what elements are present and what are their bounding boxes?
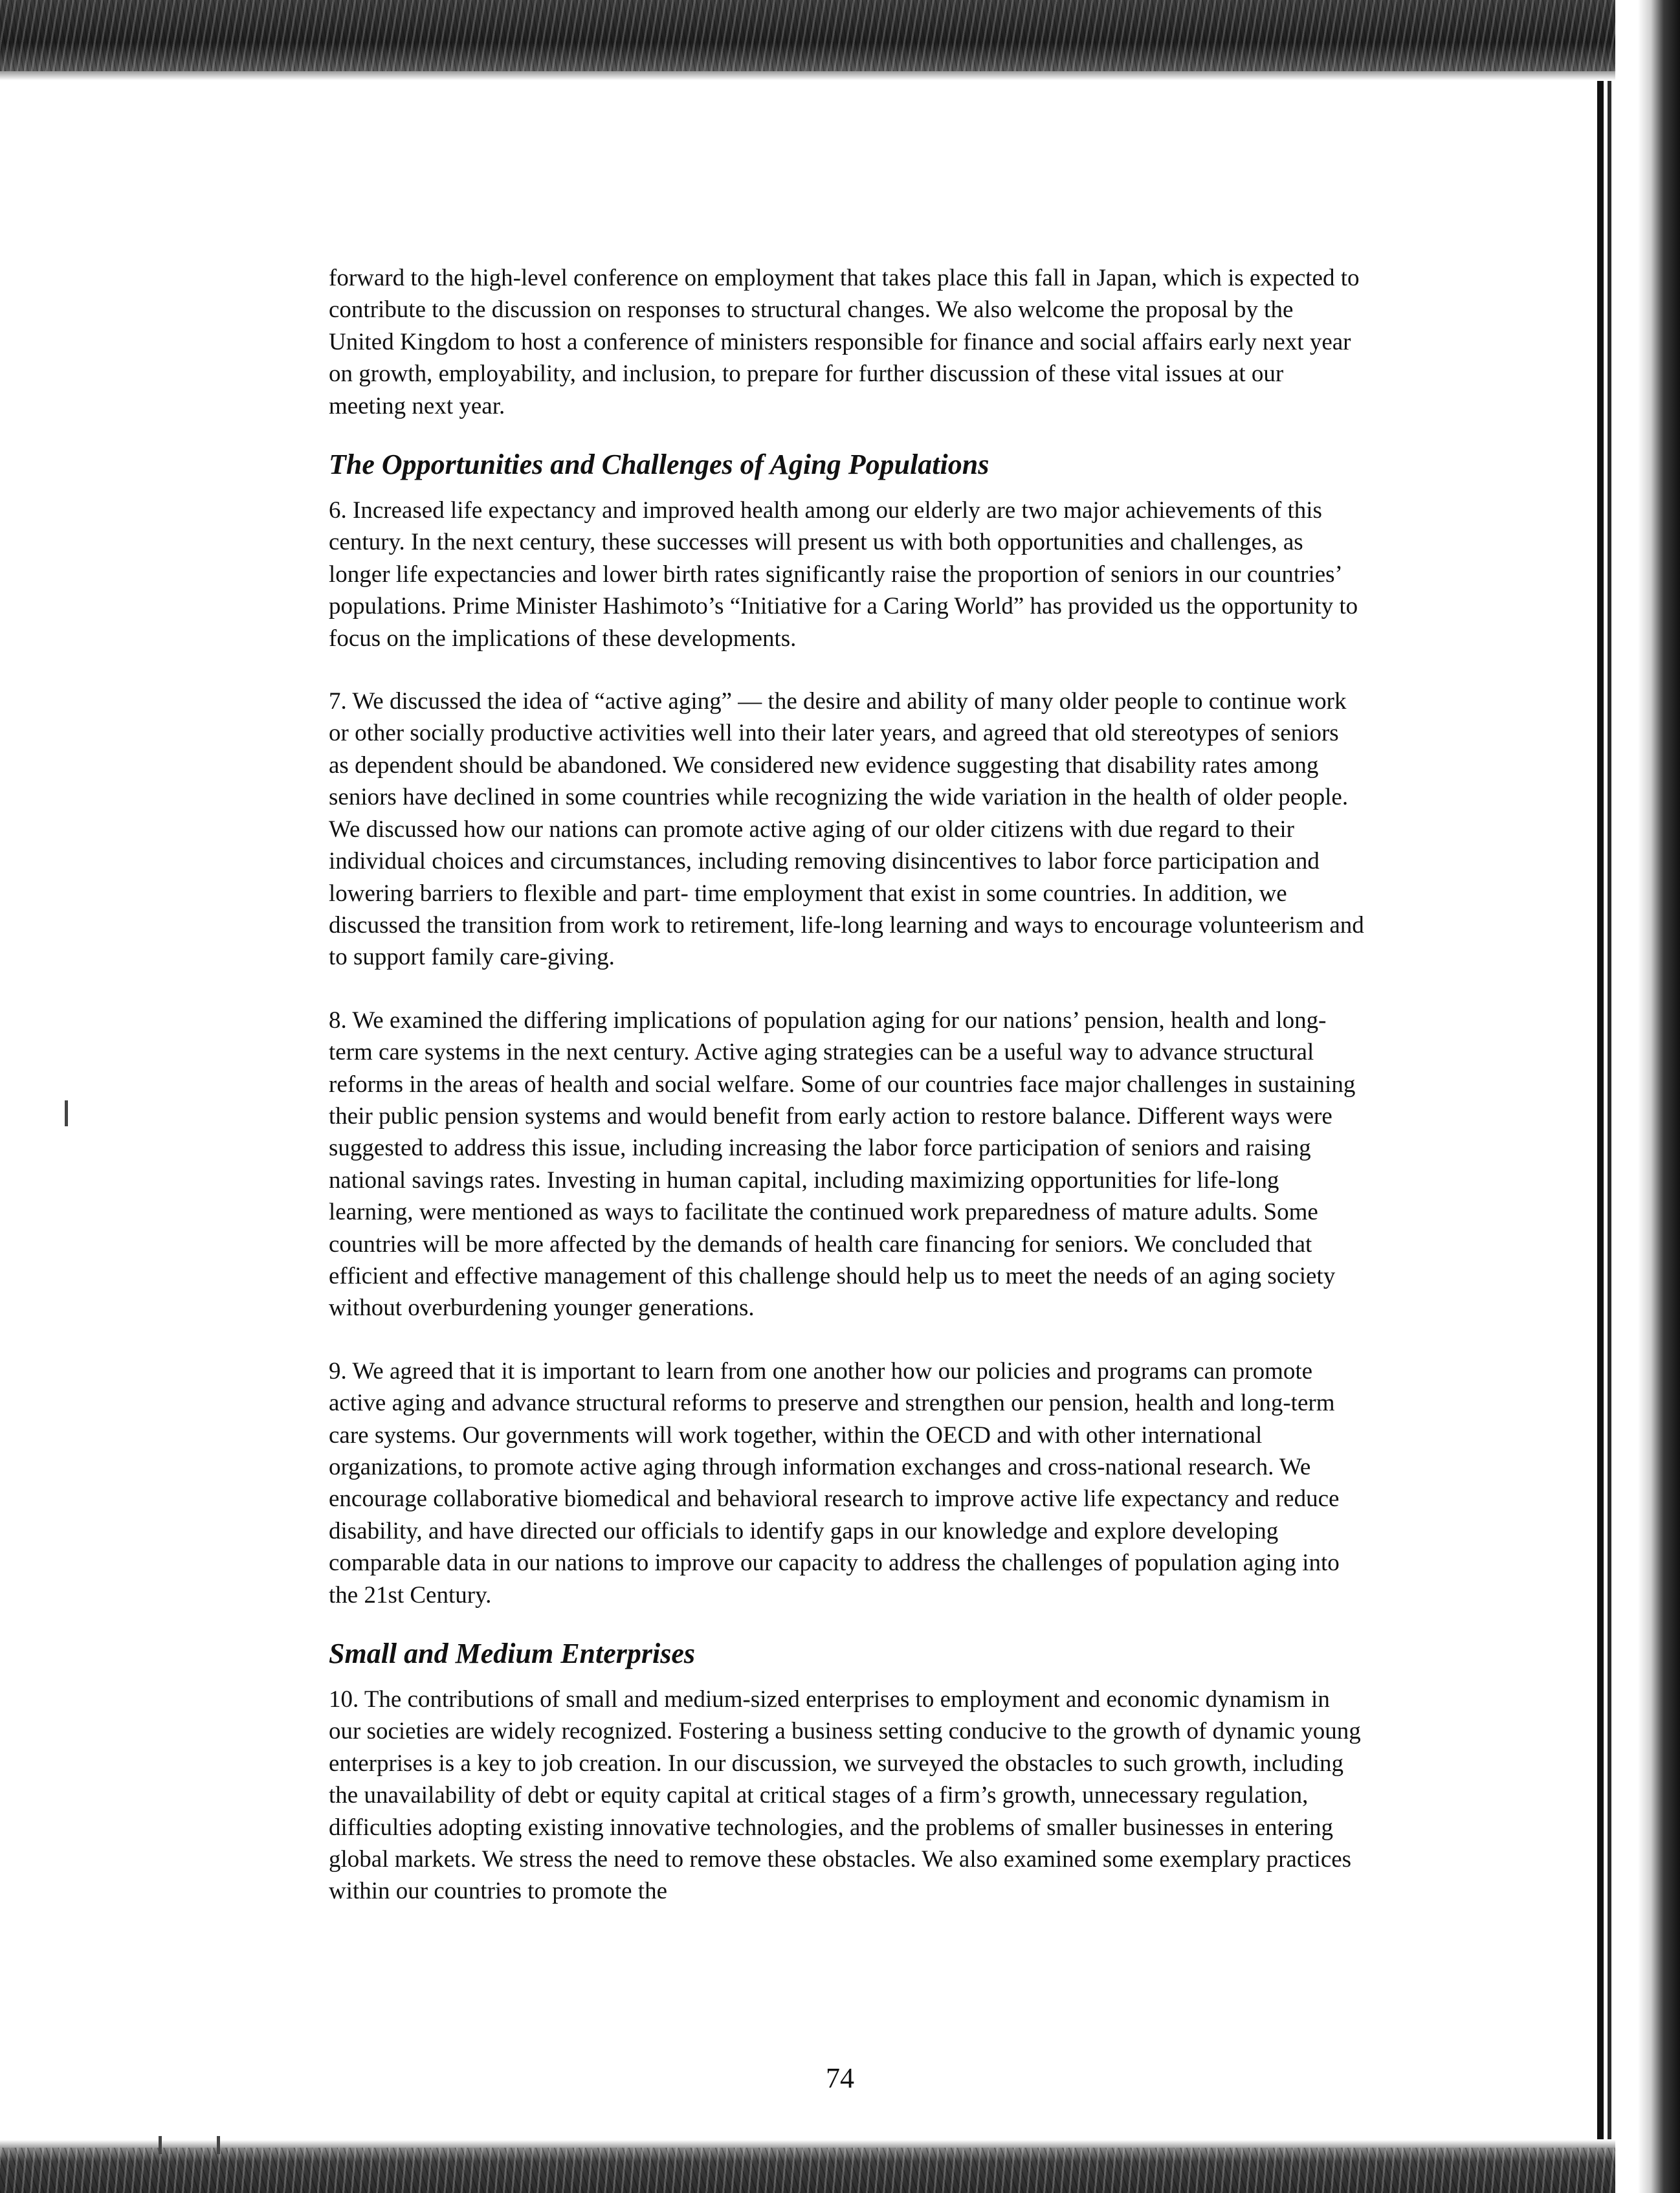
scan-speck — [217, 2136, 220, 2154]
section-heading-aging: The Opportunities and Challenges of Aging Populations — [329, 449, 989, 481]
binding-line — [1608, 81, 1611, 2139]
scan-border-top-fade — [0, 71, 1680, 80]
binding-line — [1597, 81, 1604, 2139]
scan-border-right — [1615, 0, 1680, 2193]
scan-speck — [159, 2136, 162, 2154]
document-body — [329, 262, 1364, 1908]
paragraph-7: 7. We discussed the idea of “active aging” — the desire and ability of many older people to continue work or other socially productive activities well into their later years, and agreed that old stereotypes of seniors as dependent should be abandoned. We considered new evidence suggesting that disability rates among seniors have declined in some countries while recognizing the wide variation in the health of older people. We discussed how our nations can promote active aging of our older citizens with due regard to their individual choices and circumstances, including removing disincentives to labor force participation and lowering barriers to flexible and part- time employment that exist in some countries. In addition, we discussed the transition from work to retirement, life-long learning and ways to encourage volunteerism and to support family care-giving. — [329, 688, 1364, 971]
scan-speck — [65, 1100, 68, 1126]
paragraph-9: 9. We agreed that it is important to learn from one another how our policies and programs can promote active aging and advance structural reforms to preserve and strengthen our pension, health and long-term care systems. Our governments will work together, within the OECD and with other international organizations, to promote active aging through information exchanges and cross-national research. We encourage collaborative biomedical and behavioral research to improve active life expectancy and reduce disability, and have directed our officials to identify gaps in our knowledge and explore developing comparable data in our nations to improve our capacity to address the challenges of population aging into the 21st Century. — [329, 1357, 1340, 1609]
section-heading-sme: Small and Medium Enterprises — [329, 1638, 696, 1670]
paragraph-continuation: forward to the high-level conference on employment that takes place this fall in Japan, which is expected to contribute to the discussion on responses to structural changes. We also welcome the proposal by the United Kingdom to host a conference of ministers responsible for finance and social affairs early next year on growth, employability, and inclusion, to prepare for further discussion of these vital issues at our meeting next year. — [329, 265, 1360, 419]
paragraph-10: 10. The contributions of small and medium-sized enterprises to employment and economic dynamism in our societies are widely recognized. Fostering a business setting conducive to the growth of dynamic young enterprises is a key to job creation. In our discussion, we surveyed the obstacles to such growth, including the unavailability of debt or equity capital at critical stages of a firm’s growth, unnecessary regulation, difficulties adopting existing innovative technologies, and the problems of smaller businesses in entering global markets. We stress the need to remove these obstacles. We also examined some exemplary practices within our countries to promote the — [329, 1686, 1361, 1905]
page-number: 74 — [826, 2062, 854, 2094]
scan-border-bottom-fade — [0, 2140, 1680, 2148]
scan-border-bottom — [0, 2148, 1680, 2193]
paragraph-6: 6. Increased life expectancy and improved health among our elderly are two major achievements of this century. In the next century, these successes will present us with both opportunities and challenges, as longer life expectancies and lower birth rates significantly raise the proportion of seniors in our countries’ populations. Prime Minister Hashimoto’s “Initiative for a Caring World” has provided us the opportunity to focus on the implications of these developments. — [329, 497, 1358, 652]
paragraph-8: 8. We examined the differing implications of population aging for our nations’ pension, health and long-term care systems in the next century. Active aging strategies can be a useful way to advance structural reforms in the areas of health and social welfare. Some of our countries face major challenges in sustaining their public pension systems and would benefit from early action to restore balance. Different ways were suggested to address this issue, including increasing the labor force participation of seniors and raising national savings rates. Investing in human capital, including maximizing opportunities for life-long learning, were mentioned as ways to facilitate the continued work preparedness of mature adults. Some countries will be more affected by the demands of health care financing for seniors. We concluded that efficient and effective management of this challenge should help us to meet the needs of an aging society without overburdening younger generations. — [329, 1007, 1356, 1322]
scan-border-top — [0, 0, 1680, 71]
